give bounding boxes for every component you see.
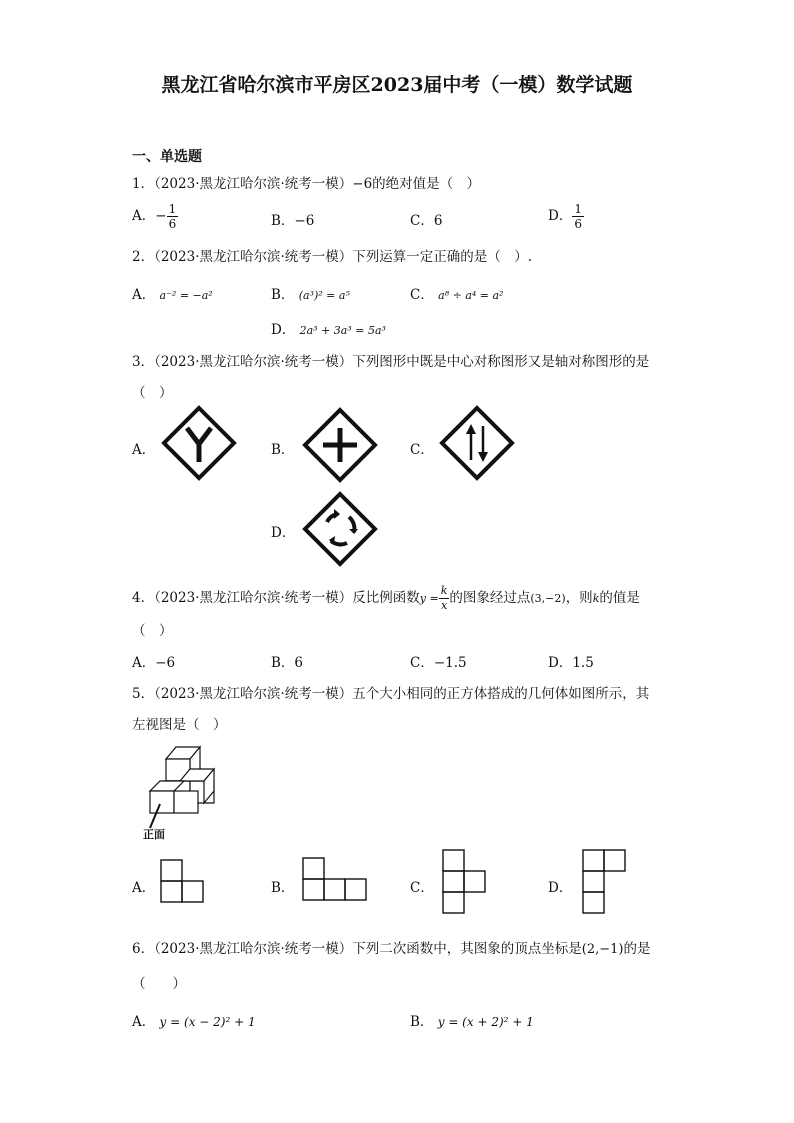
- math-expression: y = (x + 2)² + 1: [437, 1015, 534, 1029]
- q4-option-d: D．1.5: [548, 655, 594, 671]
- question-3-text-line1: 3．（2023·黑龙江哈尔滨·统考一模）下列图形中既是中心对称图形又是轴对称图形的是: [132, 354, 650, 370]
- q1-option-c: C．6: [410, 213, 443, 229]
- option-label: C．: [410, 287, 434, 303]
- y-junction-sign-icon: [162, 406, 236, 480]
- question-5-text-line2: 左视图是（ ）: [132, 717, 227, 733]
- minus-sign: −: [155, 208, 167, 224]
- q5-option-d-label: D．: [548, 880, 573, 896]
- question-4-text: [132, 584, 640, 613]
- q3-option-b-label: B．: [271, 442, 295, 458]
- q5-option-a-label: A．: [132, 880, 156, 896]
- q5-option-c-label: C．: [410, 880, 434, 896]
- question-6-text: [132, 937, 651, 957]
- q2-option-d: [271, 318, 386, 338]
- q3-option-d-label: D．: [271, 525, 296, 541]
- roundabout-sign-icon: [303, 492, 377, 566]
- option-label: B．: [271, 287, 295, 303]
- q4-option-c: C．−1.5: [410, 655, 467, 671]
- front-view-label: 正面: [143, 828, 165, 841]
- fraction: [439, 584, 450, 613]
- page-title: 黑龙江省哈尔滨市平房区2023届中考（一模）数学试题: [161, 74, 633, 96]
- question-text: 的图象经过点: [449, 590, 531, 606]
- q5-option-b-figure: [302, 857, 370, 905]
- q4-option-b: B．6: [271, 655, 304, 671]
- q1-option-b: B．−6: [271, 213, 315, 229]
- q2-option-c: [410, 283, 503, 303]
- q5-option-a-figure: [160, 859, 206, 905]
- q5-option-b-label: B．: [271, 880, 295, 896]
- numerator: 1: [574, 202, 582, 216]
- option-label: A．: [132, 1014, 156, 1030]
- math-expression: y = (x − 2)² + 1: [159, 1015, 256, 1029]
- vertex-coordinate: (2,−1): [581, 942, 624, 957]
- point-coordinate: (3,−2): [530, 592, 566, 605]
- variable-k: k: [592, 592, 600, 605]
- question-text: 的是: [623, 941, 651, 957]
- question-6-text-line2: （ ）: [132, 976, 186, 992]
- numerator: 1: [168, 202, 177, 216]
- question-text: 6．（2023·黑龙江哈尔滨·统考一模）下列二次函数中，其图象的顶点坐标是: [132, 941, 582, 957]
- fraction: [167, 202, 179, 231]
- q5-option-d-figure: [582, 849, 628, 915]
- question-3-text-line2: （ ）: [132, 385, 173, 401]
- math-expression: a⁸ ÷ a⁴ = a²: [438, 289, 504, 302]
- q2-option-b: [271, 283, 350, 303]
- math-expression: (a³)² = a⁵: [298, 289, 350, 302]
- question-text: 4．（2023·黑龙江哈尔滨·统考一模）反比例函数: [132, 590, 420, 606]
- q1-option-d: [548, 202, 584, 231]
- q4-option-a: A．−6: [132, 655, 176, 671]
- question-4-text-line2: （ ）: [132, 623, 173, 639]
- question-5-text-line1: 5．（2023·黑龙江哈尔滨·统考一模）五个大小相同的正方体搭成的几何体如图所示，其: [132, 686, 650, 702]
- denominator: 6: [168, 217, 177, 231]
- question-2-text: 2．（2023·黑龙江哈尔滨·统考一模）下列运算一定正确的是（ ）.: [132, 249, 533, 265]
- math-expression: a⁻² = −a²: [159, 289, 213, 302]
- q3-option-c-label: C．: [410, 442, 434, 458]
- option-label: D．: [271, 322, 296, 338]
- two-way-traffic-sign-icon: [440, 406, 514, 480]
- option-label: B．: [410, 1014, 434, 1030]
- crossroad-sign-icon: [303, 408, 377, 482]
- section-heading: 一、单选题: [132, 149, 202, 165]
- numerator: k: [440, 584, 448, 597]
- q3-option-a-label: A．: [132, 442, 156, 458]
- question-1-text: 1．（2023·黑龙江哈尔滨·统考一模）−6的绝对值是（ ）: [132, 176, 481, 192]
- question-text: ，则: [565, 590, 593, 606]
- function-y: y =: [419, 592, 439, 605]
- question-text: 的值是: [599, 590, 640, 606]
- denominator: x: [440, 599, 448, 612]
- option-label: D．: [548, 208, 573, 224]
- math-expression: 2a³ + 3a³ = 5a³: [299, 324, 386, 337]
- q6-option-b: [410, 1010, 534, 1030]
- q2-option-a: [132, 283, 213, 303]
- option-label: A．: [132, 287, 156, 303]
- fraction: [572, 202, 584, 231]
- q1-option-a: [132, 202, 178, 231]
- q6-option-a: [132, 1010, 256, 1030]
- option-label: A．: [132, 208, 156, 224]
- q5-option-c-figure: [442, 849, 488, 915]
- denominator: 6: [574, 217, 582, 231]
